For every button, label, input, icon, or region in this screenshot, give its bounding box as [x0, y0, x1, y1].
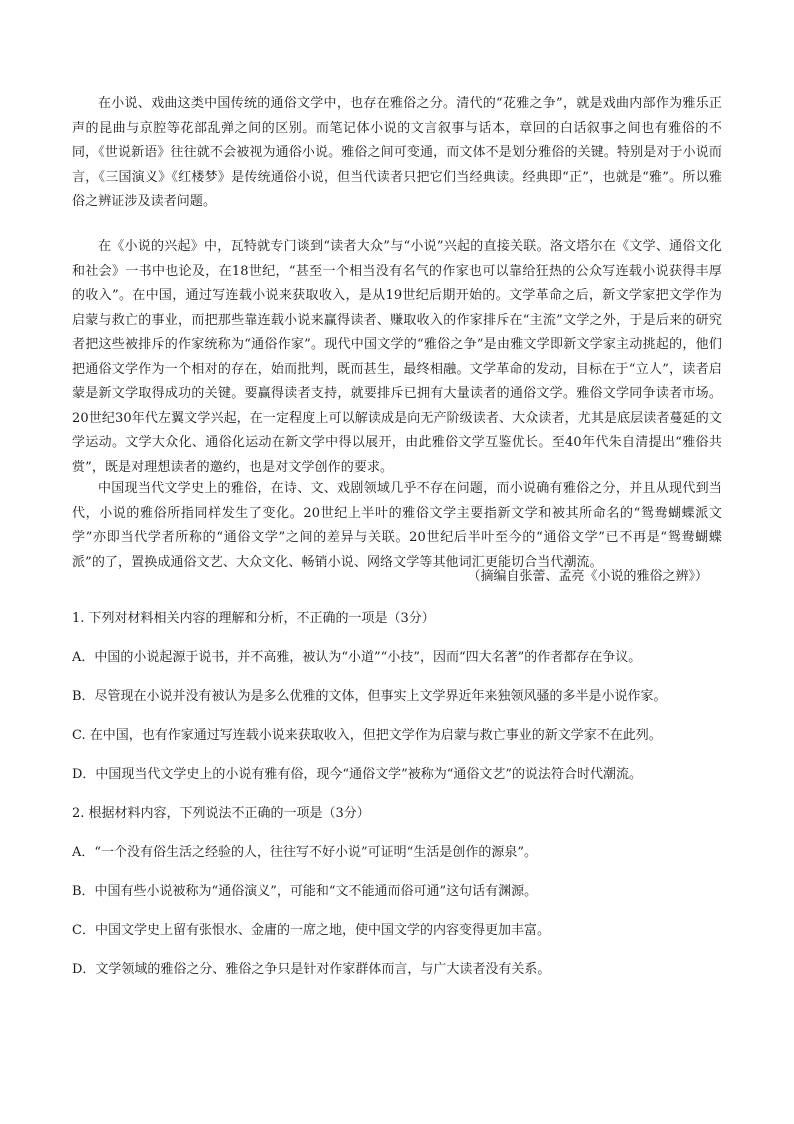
question-2-option-a: A．“一个没有俗生活之经验的人，往往写不好小说”可证明“生活是创作的源泉”。	[72, 845, 537, 860]
question-2-stem: 2. 根据材料内容，下列说法不正确的一项是（3分）	[72, 806, 370, 821]
question-1-option-b: B．尽管现在小说并没有被认为是多么优雅的文体，但事实上文学界近年来独领风骚的多半是小说作家。	[72, 689, 667, 704]
question-2-option-d: D．文学领域的雅俗之分、雅俗之争只是针对作家群体而言，与广大读者没有关系。	[72, 962, 551, 977]
passage-paragraph-3: 中国现当代文学史上的雅俗，在诗、文、戏剧领域几乎不存在问题，而小说确有雅俗之分，并且从现代到当代，小说的雅俗所指同样发生了变化。20世纪上半叶的雅俗文学主要指新文学和被其所命名的“鸳鸯蝴蝶派文学”亦即当代学者所称的“通俗文学”之间的差异与关联。20世纪后半叶至今的“通俗文学”已不再是“鸳鸯蝴蝶派”的了，置换成通俗文艺、大众文化、畅销小说、网络文学等其他词汇更能切合当代潮流。	[72, 481, 722, 570]
question-2-option-c: C．中国文学史上留有张恨水、金庸的一席之地，使中国文学的内容变得更加丰富。	[72, 923, 550, 938]
question-1-option-c: C. 在中国，也有作家通过写连载小说来获取收入，但把文学作为启蒙与救亡事业的新文学家不在此列。	[72, 728, 662, 743]
question-1-option-a: A．中国的小说起源于说书，并不高雅，被认为“小道”“小技”，因而“四大名著”的作者都存在争议。	[72, 650, 642, 665]
passage-paragraph-2: 在《小说的兴起》中，瓦特就专门谈到“读者大众”与“小说”兴起的直接关联。洛文塔尔在《文学、通俗文化和社会》一书中也论及，在18世纪，“甚至一个相当没有名气的作家也可以靠给狂热的公众写连载小说获得丰厚的收入”。在中国，通过写连载小说来获取收入，是从19世纪后期开始的。文学革命之后，新文学家把文学作为启蒙与救亡的事业，而把那些靠连载小说来赢得读者、赚取收入的作家排斥在“主流”文学之外，于是后来的研究者把这些被排斥的作家统称为“通俗作家”。现代中国文学的“雅俗之争”是由雅文学即新文学家主动挑起的，他们把通俗文学作为一个相对的存在，始而批判，既而甚生，最终相融。文学革命的发动，目标在于“立人”，读者启蒙是新文学取得成功的关键。要赢得读者支持，就要排斥已拥有大量读者的通俗文学。雅俗文学同争读者市场。20世纪30年代左翼文学兴起，在一定程度上可以解读成是向无产阶级读者、大众读者，尤其是底层读者蔓延的文学运动。文学大众化、通俗化运动在新文学中得以展开，由此雅俗文学互鉴优长。至40年代朱自清提出“雅俗共赏”，既是对理想读者的邀约，也是对文学创作的要求。	[72, 239, 722, 475]
question-2-option-b: B．中国有些小说被称为“通俗演义”，可能和“文不能通而俗可通”这句话有渊源。	[72, 884, 538, 899]
question-1-option-d: D．中国现当代文学史上的小说有雅有俗，现今“通俗文学”被称为“通俗文艺”的说法符合时代潮流。	[72, 767, 643, 782]
passage-source: （摘编自张蕾、孟亮《小说的雅俗之辨》）	[467, 569, 708, 584]
passage-paragraph-1: 在小说、戏曲这类中国传统的通俗文学中，也存在雅俗之分。清代的“花雅之争”，就是戏曲内部作为雅乐正声的昆曲与京腔等花部乱弹之间的区别。而笔记体小说的文言叙事与话本，章回的白话叙事之间也有雅俗的不同，《世说新语》往往就不会被视为通俗小说。雅俗之间可变通，而文体不是划分雅俗的关键。特别是对于小说而言，《三国演义》《红楼梦》是传统通俗小说，但当代读者只把它们当经典读。经典即“正”，也就是“雅”。所以雅俗之辨证涉及读者问题。	[72, 96, 722, 209]
question-1-stem: 1. 下列对材料相关内容的理解和分析，不正确的一项是（3分）	[72, 611, 435, 626]
